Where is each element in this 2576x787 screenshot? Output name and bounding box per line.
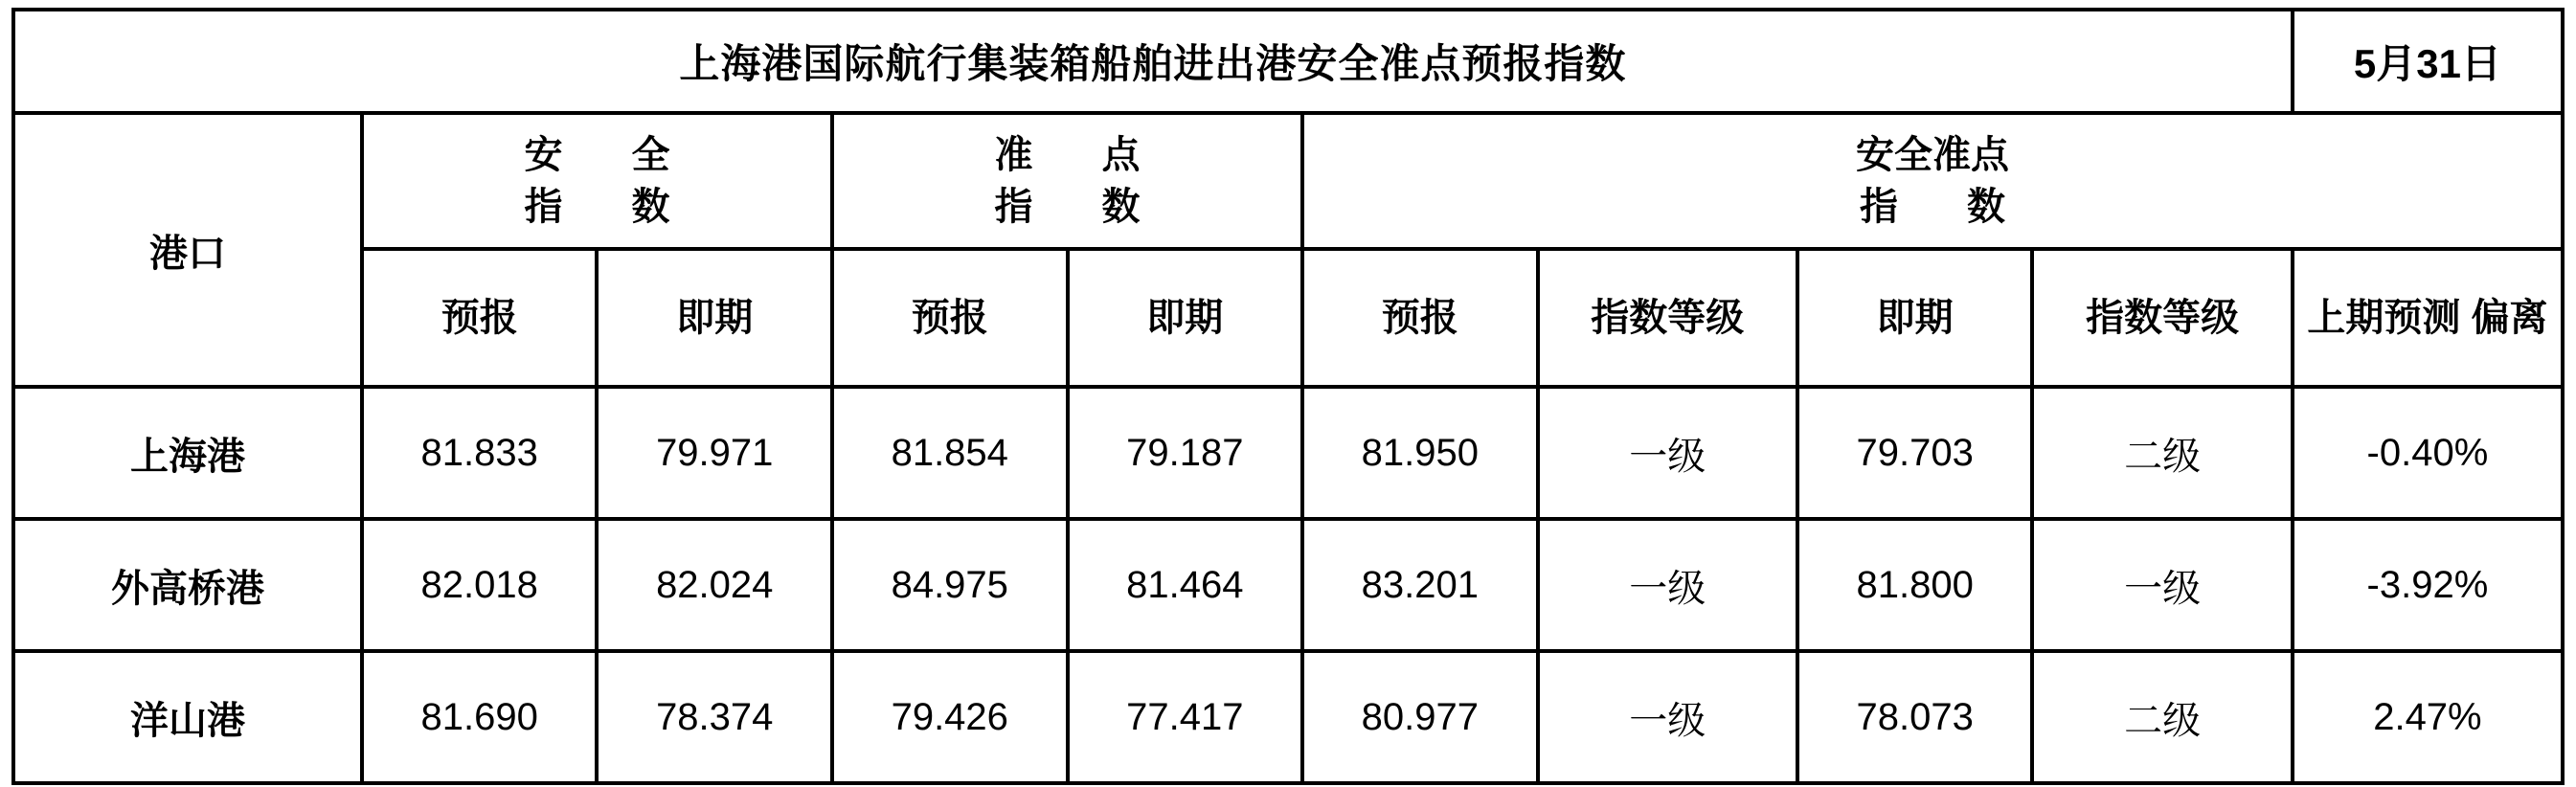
sub-header-deviation-line1: 上期预测 <box>2307 297 2461 339</box>
cell-forecast-level: 一级 <box>1538 651 1797 783</box>
cell-deviation: 2.47% <box>2293 651 2563 783</box>
group-header-combined-line2: 指 数 <box>1860 186 2022 228</box>
cell-forecast-level: 一级 <box>1538 519 1797 651</box>
cell-punctual-current: 77.417 <box>1068 651 1303 783</box>
sub-header-deviation-line2: 偏离 <box>2471 297 2548 339</box>
page-title: 上海港国际航行集装箱船舶进出港安全准点预报指数 <box>13 10 2293 113</box>
cell-safety-forecast: 81.833 <box>362 387 598 519</box>
report-date: 5月31日 <box>2293 10 2563 113</box>
cell-combined-forecast: 83.201 <box>1302 519 1538 651</box>
cell-punctual-forecast: 84.975 <box>832 519 1068 651</box>
sub-header-combined-current: 即期 <box>1797 249 2033 387</box>
cell-forecast-level: 一级 <box>1538 387 1797 519</box>
cell-combined-current: 81.800 <box>1797 519 2033 651</box>
column-header-port: 港口 <box>13 113 362 387</box>
group-header-row <box>13 113 2563 249</box>
group-header-punctuality-line1: 准 点 <box>994 134 1156 176</box>
row-port-name: 洋山港 <box>13 651 362 783</box>
sub-header-current-level: 指数等级 <box>2032 249 2292 387</box>
table-row <box>13 387 2563 519</box>
cell-current-level: 二级 <box>2032 387 2292 519</box>
sub-header-safety-current: 即期 <box>597 249 832 387</box>
sub-header-forecast-level: 指数等级 <box>1538 249 1797 387</box>
cell-combined-forecast: 81.950 <box>1302 387 1538 519</box>
sub-header-deviation <box>2293 249 2563 387</box>
sub-header-row <box>13 249 2563 387</box>
cell-deviation: -0.40% <box>2293 387 2563 519</box>
cell-punctual-forecast: 81.854 <box>832 387 1068 519</box>
group-header-combined <box>1302 113 2563 249</box>
group-header-combined-line1: 安全准点 <box>1856 134 2010 176</box>
table-row <box>13 519 2563 651</box>
cell-safety-current: 78.374 <box>597 651 832 783</box>
sub-header-safety-forecast: 预报 <box>362 249 598 387</box>
sub-header-punctual-forecast: 预报 <box>832 249 1068 387</box>
group-header-safety-line1: 安 全 <box>524 134 686 176</box>
cell-punctual-current: 79.187 <box>1068 387 1303 519</box>
group-header-safety-line2: 指 数 <box>524 186 686 228</box>
cell-safety-current: 82.024 <box>597 519 832 651</box>
cell-safety-forecast: 81.690 <box>362 651 598 783</box>
forecast-index-table <box>11 8 2565 785</box>
cell-combined-forecast: 80.977 <box>1302 651 1538 783</box>
cell-punctual-forecast: 79.426 <box>832 651 1068 783</box>
sub-header-punctual-current: 即期 <box>1068 249 1303 387</box>
row-port-name: 外高桥港 <box>13 519 362 651</box>
cell-current-level: 一级 <box>2032 519 2292 651</box>
cell-combined-current: 79.703 <box>1797 387 2033 519</box>
cell-safety-forecast: 82.018 <box>362 519 598 651</box>
cell-combined-current: 78.073 <box>1797 651 2033 783</box>
group-header-safety <box>362 113 832 249</box>
group-header-punctuality-line2: 指 数 <box>994 186 1156 228</box>
cell-deviation: -3.92% <box>2293 519 2563 651</box>
group-header-punctuality <box>832 113 1302 249</box>
cell-safety-current: 79.971 <box>597 387 832 519</box>
title-row <box>13 10 2563 113</box>
cell-punctual-current: 81.464 <box>1068 519 1303 651</box>
row-port-name: 上海港 <box>13 387 362 519</box>
sub-header-combined-forecast: 预报 <box>1302 249 1538 387</box>
table-row <box>13 651 2563 783</box>
cell-current-level: 二级 <box>2032 651 2292 783</box>
